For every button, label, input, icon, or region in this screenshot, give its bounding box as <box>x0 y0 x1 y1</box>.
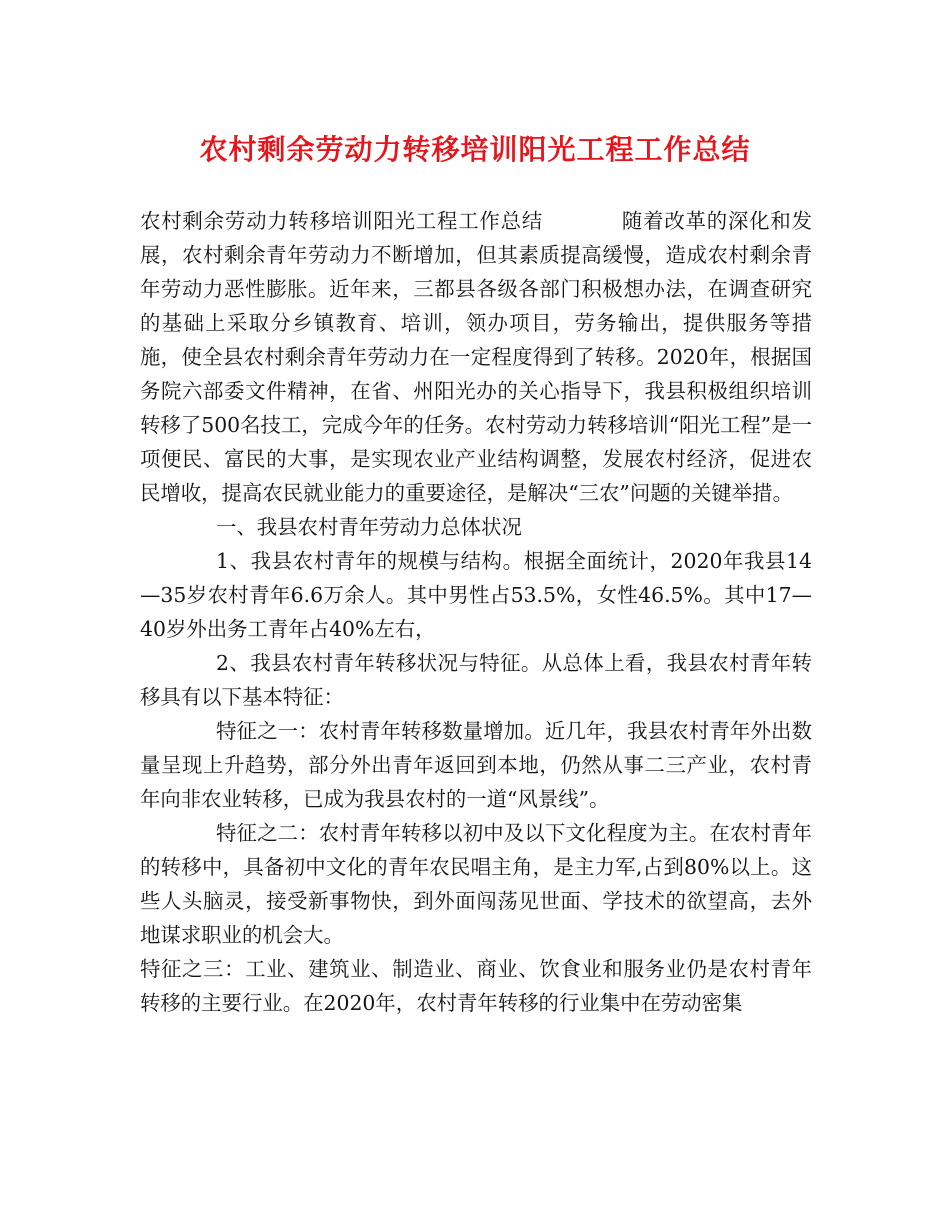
intro-paragraph <box>140 204 812 510</box>
feature-paragraph-2: 特征之二：农村青年转移以初中及以下文化程度为主。在农村青年的转移中，具备初中文化的青年农民唱主角，是主力军,占到80%以上。这些人头脑灵，接受新事物快，到外面闯荡见世面、学技术的欲望高，去外地谋求职业的机会大。 <box>140 821 812 947</box>
intro-text: 随着改革的深化和发展，农村剩余青年劳动力不断增加，但其素质提高缓慢，造成农村剩余青年劳动力恶性膨胀。近年来，三都县各级各部门积极想办法，在调查研究的基础上采取分乡镇教育、培训，领办项目，劳务输出，提供服务等措施，使全县农村剩余青年劳动力在一定程度得到了转移。2020年，根据国务院六部委文件精神，在省、州阳光办的关心指导下，我县积极组织培训转移了500名技工，完成今年的任务。农村劳动力转移培训“阳光工程”是一项便民、富民的大事，是实现农业产业结构调整，发展农村经济，促进农民增收，提高农民就业能力的重要途径，是解决“三农”问题的关键举措。 <box>140 209 813 505</box>
feature-paragraph-1: 特征之一：农村青年转移数量增加。近几年，我县农村青年外出数量呈现上升趋势，部分外出青年返回到本地，仍然从事二三产业，农村青年向非农业转移，已成为我县农村的一道“风景线”。 <box>140 719 812 811</box>
item-paragraph-1: 1、我县农村青年的规模与结构。根据全面统计，2020年我县14—35岁农村青年6.6万余人。其中男性占53.5%，女性46.5%。其中17—40岁外出务工青年占40%左右， <box>140 549 812 641</box>
document-body <box>140 204 812 1020</box>
feature-paragraph-3: 特征之三：工业、建筑业、制造业、商业、饮食业和服务业仍是农村青年转移的主要行业。在2020年，农村青年转移的行业集中在劳动密集 <box>140 957 812 1015</box>
intro-title-repeat: 农村剩余劳动力转移培训阳光工程工作总结 <box>140 209 544 233</box>
section-heading: 一、我县农村青年劳动力总体状况 <box>216 515 522 539</box>
document-title: 农村剩余劳动力转移培训阳光工程工作总结 <box>199 133 751 166</box>
item-paragraph-2: 2、我县农村青年转移状况与特征。从总体上看，我县农村青年转移具有以下基本特征： <box>140 651 812 709</box>
